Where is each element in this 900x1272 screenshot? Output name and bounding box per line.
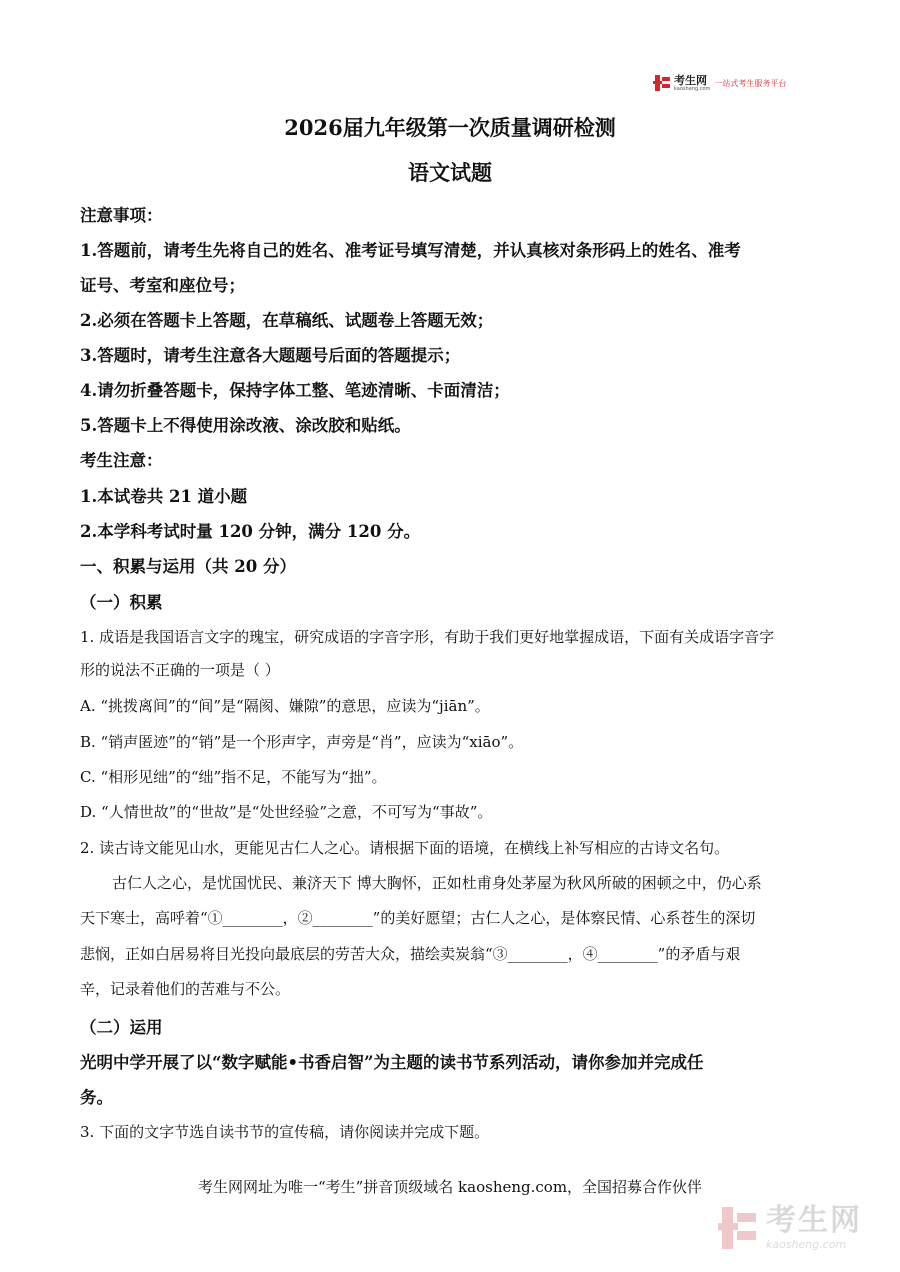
candidate-heading: 考生注意： — [80, 451, 163, 470]
exam-title: 2026届九年级第一次质量调研检测 — [284, 115, 616, 140]
option-d: D. “人情世故”的“世故”是“处世经验”之意，不可写为“事故”。 — [80, 803, 493, 821]
question-stem: 1. 成语是我国语言文字的瑰宝，研究成语的字音字形，有助于我们更好地掌握成语，下面有关成语字音字 — [80, 628, 775, 646]
watermark-name: 考生网 — [766, 1202, 862, 1238]
passage-line: 古仁人之心，是忧国忧民、兼济天下 博大胸怀，正如杜甫身处茅屋为秋风所破的困顿之中，仍心系 — [112, 874, 762, 892]
brand-logo — [653, 72, 786, 94]
question-stem: 2. 读古诗文能见山水，更能见古仁人之心。请根据下面的语境，在横线上补写相应的古诗文名句。 — [80, 839, 730, 857]
candidate-item: 2.本学科考试时量 120 分钟，满分 120 分。 — [80, 522, 421, 541]
section-heading: 一、积累与运用（共 20 分） — [80, 557, 296, 576]
notice-item: 2.必须在答题卡上答题，在草稿纸、试题卷上答题无效； — [80, 311, 494, 330]
watermark-logo-icon — [718, 1205, 758, 1251]
question-stem: 3. 下面的文字节选自读书节的宣传稿，请你阅读并完成下题。 — [80, 1123, 490, 1141]
passage-line: 悲悯，正如白居易将目光投向最底层的劳苦大众，描绘卖炭翁“③________，④________”的矛盾与艰 — [80, 945, 741, 963]
page-footer: 考生网网址为唯一“考生”拼音顶级域名 kaosheng.com，全国招募合作伙伴 — [197, 1178, 703, 1196]
watermark-domain: kaosheng.com — [766, 1237, 847, 1251]
passage-line: 天下寒士，高呼着“①________，②________”的美好愿望；古仁人之心，是体察民情、心系苍生的深切 — [80, 909, 756, 927]
passage-line: 辛，记录着他们的苦难与不公。 — [80, 980, 291, 998]
candidate-item: 1.本试卷共 21 道小题 — [80, 487, 248, 506]
exam-subject: 语文试题 — [408, 160, 492, 185]
notice-item: 5.答题卡上不得使用涂改液、涂改胶和贴纸。 — [80, 416, 411, 435]
notice-item: 4.请勿折叠答题卡，保持字体工整、笔迹清晰、卡面清洁； — [80, 381, 510, 400]
option-b: B. “销声匿迹”的“销”是一个形声字，声旁是“肖”，应读为“xiāo”。 — [80, 733, 524, 751]
question-stem: 形的说法不正确的一项是（ ） — [80, 661, 280, 679]
logo-domain: kaosheng.com — [674, 85, 711, 92]
logo-icon — [653, 74, 671, 92]
notice-item: 证号、考室和座位号； — [80, 276, 245, 295]
notice-item: 3.答题时，请考生注意各大题题号后面的答题提示； — [80, 346, 461, 365]
option-c: C. “相形见绌”的“绌”指不足，不能写为“拙”。 — [80, 768, 387, 786]
subsection-heading: （二）运用 — [80, 1018, 163, 1037]
subsection-heading: （一）积累 — [80, 593, 163, 612]
notice-item: 1.答题前，请考生先将自己的姓名、准考证号填写清楚，并认真核对条形码上的姓名、准考 — [80, 241, 741, 260]
watermark — [718, 1200, 883, 1256]
notice-heading: 注意事项： — [80, 206, 163, 225]
option-a: A. “挑拨离间”的“间”是“隔阂、嫌隙”的意思，应读为“jiān”。 — [80, 697, 490, 715]
logo-name: 考生网 — [674, 73, 707, 87]
activity-intro: 光明中学开展了以“数字赋能•书香启智”为主题的读书节系列活动，请你参加并完成任 — [80, 1053, 704, 1072]
logo-slogan: 一站式考生服务平台 — [714, 78, 787, 88]
activity-intro: 务。 — [80, 1088, 113, 1107]
